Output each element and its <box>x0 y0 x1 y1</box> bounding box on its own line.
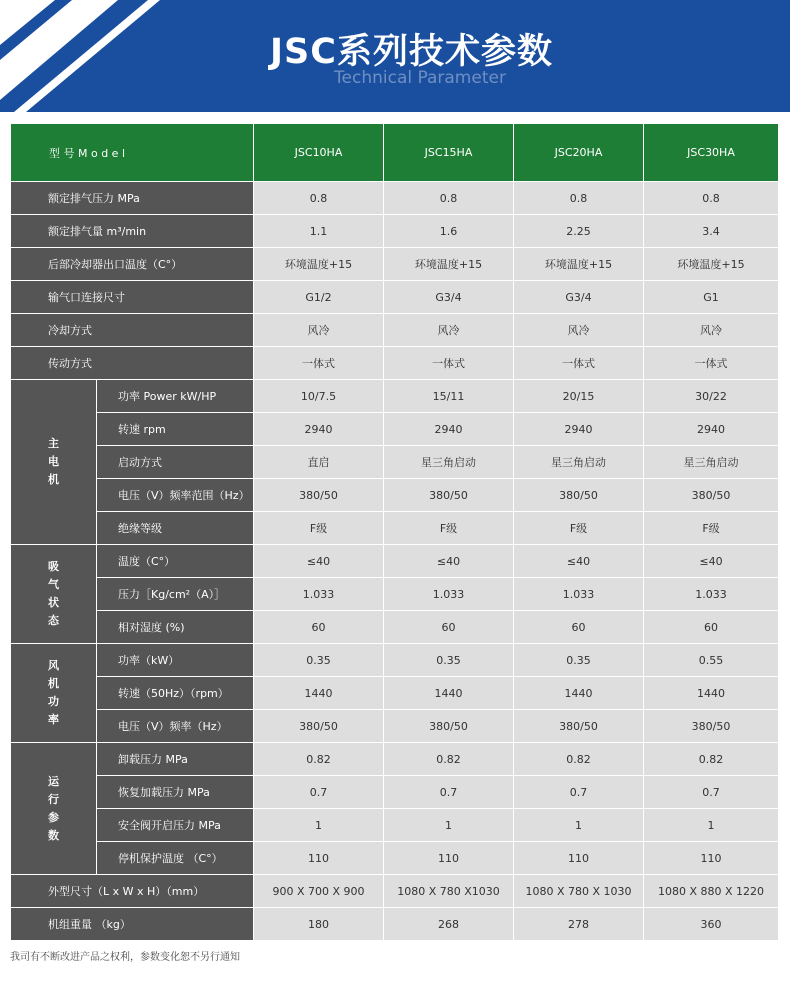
spec-table <box>10 123 779 941</box>
row-label: 电压（V）频率范围（Hz） <box>97 479 254 512</box>
value-cell: 环境温度+15 <box>254 248 384 281</box>
value-cell: 2940 <box>514 413 644 446</box>
group-label <box>11 743 97 875</box>
table-row <box>11 512 779 545</box>
row-label: 功率 Power kW/HP <box>97 380 254 413</box>
value-cell: 0.35 <box>254 644 384 677</box>
table-row <box>11 413 779 446</box>
value-cell: G1/2 <box>254 281 384 314</box>
value-cell: ≤40 <box>254 545 384 578</box>
value-cell: 3.4 <box>644 215 779 248</box>
table-row <box>11 545 779 578</box>
row-label: 绝缘等级 <box>97 512 254 545</box>
value-cell: 环境温度+15 <box>384 248 514 281</box>
row-label: 启动方式 <box>97 446 254 479</box>
value-cell: 1 <box>644 809 779 842</box>
value-cell: 1440 <box>644 677 779 710</box>
table-row <box>11 215 779 248</box>
value-cell: 1.1 <box>254 215 384 248</box>
row-label: 机组重量 （kg） <box>11 908 254 941</box>
value-cell: 一体式 <box>514 347 644 380</box>
value-cell: G1 <box>644 281 779 314</box>
table-row <box>11 809 779 842</box>
value-cell: 0.35 <box>514 644 644 677</box>
table-row <box>11 314 779 347</box>
value-cell: 1 <box>514 809 644 842</box>
value-cell: 900 X 700 X 900 <box>254 875 384 908</box>
value-cell: 1 <box>254 809 384 842</box>
table-row <box>11 479 779 512</box>
row-label: 恢复加载压力 MPa <box>97 776 254 809</box>
table-row <box>11 611 779 644</box>
value-cell: 星三角启动 <box>644 446 779 479</box>
page-title: JSC系列技术参数 <box>270 32 553 72</box>
value-cell: 380/50 <box>254 479 384 512</box>
value-cell: 380/50 <box>644 479 779 512</box>
value-cell: 110 <box>254 842 384 875</box>
value-cell: F级 <box>514 512 644 545</box>
value-cell: 0.8 <box>254 182 384 215</box>
value-cell: 380/50 <box>384 479 514 512</box>
value-cell: 20/15 <box>514 380 644 413</box>
value-cell: 1440 <box>254 677 384 710</box>
row-label: 转速（50Hz）（rpm） <box>97 677 254 710</box>
value-cell: 0.8 <box>514 182 644 215</box>
value-cell: 1080 X 880 X 1220 <box>644 875 779 908</box>
value-cell: 2940 <box>254 413 384 446</box>
value-cell: 60 <box>254 611 384 644</box>
model-column-header: 型 号 M o d e l <box>11 124 254 182</box>
value-cell: 380/50 <box>514 479 644 512</box>
value-cell: 直启 <box>254 446 384 479</box>
value-cell: 一体式 <box>644 347 779 380</box>
value-cell: 0.8 <box>644 182 779 215</box>
value-cell: 1.033 <box>254 578 384 611</box>
value-cell: 0.7 <box>644 776 779 809</box>
value-cell: 风冷 <box>644 314 779 347</box>
group-label-text: 主电机 <box>48 437 59 486</box>
value-cell: ≤40 <box>644 545 779 578</box>
table-row <box>11 644 779 677</box>
value-cell: ≤40 <box>514 545 644 578</box>
row-label: 功率（kW） <box>97 644 254 677</box>
value-cell: 1.033 <box>384 578 514 611</box>
group-label-text: 风机功率 <box>48 659 59 726</box>
footnote: 我司有不断改进产品之权利，参数变化恕不另行通知 <box>10 952 240 963</box>
table-row <box>11 776 779 809</box>
value-cell: 0.82 <box>384 743 514 776</box>
value-cell: 1.033 <box>644 578 779 611</box>
table-row <box>11 908 779 941</box>
value-cell: 380/50 <box>384 710 514 743</box>
value-cell: 0.82 <box>644 743 779 776</box>
value-cell: 10/7.5 <box>254 380 384 413</box>
value-cell: 0.7 <box>384 776 514 809</box>
value-cell: 0.7 <box>514 776 644 809</box>
value-cell: 110 <box>384 842 514 875</box>
table-row <box>11 677 779 710</box>
row-label: 温度（C°） <box>97 545 254 578</box>
value-cell: 60 <box>384 611 514 644</box>
table-header-row <box>11 124 779 182</box>
value-cell: ≤40 <box>384 545 514 578</box>
value-cell: 380/50 <box>254 710 384 743</box>
table-row <box>11 281 779 314</box>
value-cell: F级 <box>644 512 779 545</box>
table-row <box>11 248 779 281</box>
group-label-text: 吸气状态 <box>48 560 59 627</box>
value-cell: F级 <box>384 512 514 545</box>
value-cell: 110 <box>644 842 779 875</box>
value-cell: 0.35 <box>384 644 514 677</box>
value-cell: 星三角启动 <box>384 446 514 479</box>
table-row <box>11 710 779 743</box>
value-cell: 风冷 <box>514 314 644 347</box>
value-cell: F级 <box>254 512 384 545</box>
model-header: JSC15HA <box>384 124 514 182</box>
row-label: 额定排气压力 MPa <box>11 182 254 215</box>
value-cell: 2940 <box>644 413 779 446</box>
model-header: JSC20HA <box>514 124 644 182</box>
row-label: 冷却方式 <box>11 314 254 347</box>
group-label <box>11 545 97 644</box>
value-cell: 180 <box>254 908 384 941</box>
row-label: 压力［Kg/cm²（A）］ <box>97 578 254 611</box>
group-label <box>11 644 97 743</box>
row-label: 额定排气量 m³/min <box>11 215 254 248</box>
value-cell: 0.82 <box>514 743 644 776</box>
value-cell: 环境温度+15 <box>514 248 644 281</box>
table-row <box>11 380 779 413</box>
value-cell: 15/11 <box>384 380 514 413</box>
value-cell: G3/4 <box>384 281 514 314</box>
value-cell: 360 <box>644 908 779 941</box>
value-cell: 60 <box>514 611 644 644</box>
value-cell: 0.7 <box>254 776 384 809</box>
row-label: 安全阀开启压力 MPa <box>97 809 254 842</box>
row-label: 转速 rpm <box>97 413 254 446</box>
row-label: 外型尺寸（L x W x H）（mm） <box>11 875 254 908</box>
row-label: 卸载压力 MPa <box>97 743 254 776</box>
table-row <box>11 347 779 380</box>
row-label: 后部冷却器出口温度（C°） <box>11 248 254 281</box>
value-cell: 1080 X 780 X 1030 <box>514 875 644 908</box>
table-row <box>11 842 779 875</box>
table-row <box>11 446 779 479</box>
value-cell: 2.25 <box>514 215 644 248</box>
row-label: 电压（V）频率（Hz） <box>97 710 254 743</box>
value-cell: G3/4 <box>514 281 644 314</box>
value-cell: 380/50 <box>514 710 644 743</box>
row-label: 传动方式 <box>11 347 254 380</box>
table-row <box>11 578 779 611</box>
group-label <box>11 380 97 545</box>
value-cell: 268 <box>384 908 514 941</box>
table-row <box>11 182 779 215</box>
value-cell: 星三角启动 <box>514 446 644 479</box>
value-cell: 风冷 <box>384 314 514 347</box>
value-cell: 380/50 <box>644 710 779 743</box>
group-label-text: 运行参数 <box>48 774 59 842</box>
row-label: 相对湿度 (%) <box>97 611 254 644</box>
table-row <box>11 875 779 908</box>
value-cell: 0.82 <box>254 743 384 776</box>
value-cell: 1.033 <box>514 578 644 611</box>
value-cell: 1080 X 780 X1030 <box>384 875 514 908</box>
value-cell: 1.6 <box>384 215 514 248</box>
value-cell: 1 <box>384 809 514 842</box>
spec-table-body <box>11 124 779 941</box>
model-header: JSC30HA <box>644 124 779 182</box>
row-label: 输气口连接尺寸 <box>11 281 254 314</box>
value-cell: 一体式 <box>384 347 514 380</box>
value-cell: 0.55 <box>644 644 779 677</box>
value-cell: 环境温度+15 <box>644 248 779 281</box>
value-cell: 60 <box>644 611 779 644</box>
model-header: JSC10HA <box>254 124 384 182</box>
row-label: 停机保护温度 （C°） <box>97 842 254 875</box>
value-cell: 1440 <box>384 677 514 710</box>
value-cell: 30/22 <box>644 380 779 413</box>
header-banner <box>0 0 790 112</box>
value-cell: 0.8 <box>384 182 514 215</box>
value-cell: 110 <box>514 842 644 875</box>
value-cell: 1440 <box>514 677 644 710</box>
page-subtitle: Technical Parameter <box>334 68 506 88</box>
value-cell: 278 <box>514 908 644 941</box>
value-cell: 2940 <box>384 413 514 446</box>
value-cell: 风冷 <box>254 314 384 347</box>
value-cell: 一体式 <box>254 347 384 380</box>
table-row <box>11 743 779 776</box>
